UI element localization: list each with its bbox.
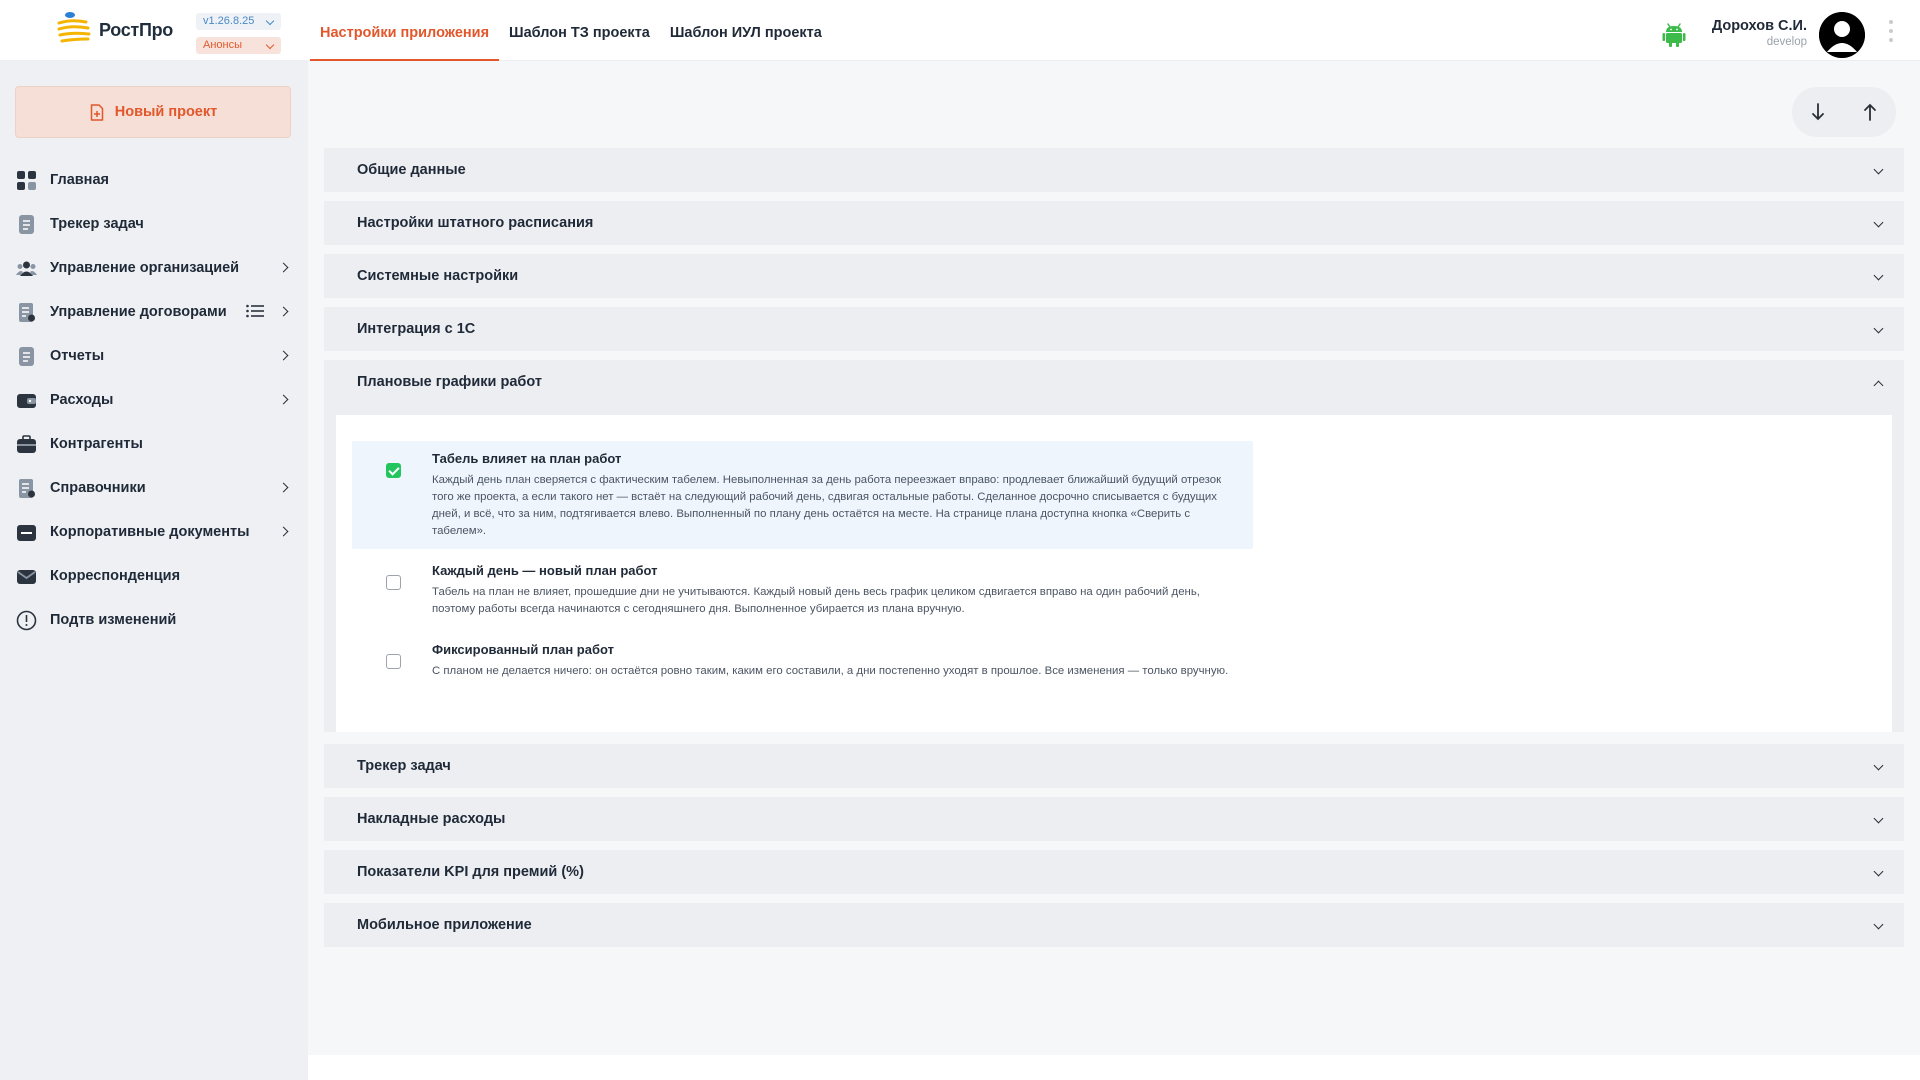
- section-work-schedules-header[interactable]: [324, 360, 1904, 404]
- chevron-down-icon: [1874, 867, 1884, 877]
- logo-text: РостПро: [99, 20, 173, 40]
- settings-accordion: [324, 148, 1904, 956]
- chevron-up-icon: [1874, 381, 1884, 391]
- section-title: Настройки штатного расписания: [357, 215, 594, 231]
- chevron-right-icon: [279, 395, 289, 405]
- arrow-up-icon: [1862, 102, 1878, 122]
- section-kpi-bonuses[interactable]: [324, 850, 1904, 894]
- sidebar-item-task-tracker[interactable]: [0, 202, 308, 246]
- sidebar-item-corporate-docs[interactable]: [0, 510, 308, 554]
- section-title: Плановые графики работ: [357, 374, 542, 390]
- section-title: Общие данные: [357, 162, 466, 178]
- section-title: Трекер задач: [357, 758, 451, 774]
- sidebar-item-label: Трекер задач: [50, 216, 144, 232]
- chevron-down-icon: [1874, 271, 1884, 281]
- section-overhead-costs[interactable]: [324, 797, 1904, 841]
- option-description: Каждый день план сверяется с фактическим табелем. Невыполненная за день работа переезжает вправо: продлевает ближайший будущий отрезок того же проекта, а если такого нет — встаёт на следующий рабочий день, сдвигая остальные работы. Сделанное досрочно списывается с будущих дней, и всё, что за ним, подтягивается влево. Выполненный по плану день остаётся на месте. На странице плана доступна кнопка «Сверить с табелем».: [432, 474, 1222, 537]
- chevron-down-icon: [266, 17, 274, 25]
- arrow-down-icon: [1810, 102, 1826, 122]
- option-timesheet-affects-plan[interactable]: [352, 441, 1253, 549]
- sidebar-item-reports[interactable]: [0, 334, 308, 378]
- chevron-down-icon: [1874, 324, 1884, 334]
- sidebar-item-expenses[interactable]: [0, 378, 308, 422]
- chevron-right-icon: [279, 263, 289, 273]
- sidebar-item-correspondence[interactable]: [0, 554, 308, 598]
- new-project-button[interactable]: [15, 86, 291, 138]
- sidebar-menu: [0, 158, 308, 642]
- chevron-right-icon: [279, 527, 289, 537]
- tab-app-settings[interactable]: Настройки приложения: [310, 0, 499, 61]
- section-system-settings[interactable]: [324, 254, 1904, 298]
- section-general-data[interactable]: [324, 148, 1904, 192]
- sidebar-item-label: Расходы: [50, 392, 114, 408]
- main-content: [308, 61, 1920, 1055]
- sidebar-item-label: Отчеты: [50, 348, 105, 364]
- briefcase-icon: [16, 434, 37, 455]
- section-title: Показатели KPI для премий (%): [357, 864, 584, 880]
- alert-circle-icon: [16, 610, 37, 631]
- contracts-icon: [16, 302, 37, 323]
- sidebar-item-contracts[interactable]: [0, 290, 308, 334]
- sidebar-item-label: Корреспонденция: [50, 568, 181, 584]
- tab-iul-template[interactable]: Шаблон ИУЛ проекта: [669, 25, 822, 41]
- option-title: Каждый день — новый план работ: [432, 563, 658, 578]
- chevron-down-icon: [1874, 218, 1884, 228]
- user-name: Дорохов С.И.: [1711, 18, 1807, 34]
- sidebar-item-label: Справочники: [50, 480, 146, 496]
- sidebar-item-label: Подтв изменений: [50, 612, 177, 628]
- chevron-down-icon: [1874, 920, 1884, 930]
- option-title: Фиксированный план работ: [432, 642, 614, 657]
- chevron-down-icon: [266, 41, 274, 49]
- sort-down-button[interactable]: [1792, 87, 1844, 137]
- version-label: v1.26.8.25: [203, 15, 255, 27]
- option-description: С планом не делается ничего: он остаётся ровно таким, каким его составили, а дни постепенно уходят в прошлое. Все изменения — только вручную.: [432, 665, 1229, 677]
- file-plus-icon: [89, 104, 105, 121]
- avatar[interactable]: [1819, 12, 1865, 58]
- sidebar-item-label: Управление организацией: [50, 260, 240, 276]
- checkbox[interactable]: [386, 463, 401, 478]
- section-staffing-settings[interactable]: [324, 201, 1904, 245]
- sidebar-item-label: Главная: [50, 172, 109, 188]
- sidebar-item-organization[interactable]: [0, 246, 308, 290]
- android-icon[interactable]: [1662, 22, 1686, 48]
- section-mobile-app[interactable]: [324, 903, 1904, 947]
- sort-buttons: [1792, 87, 1896, 137]
- option-description: Табель на план не влияет, прошедшие дни не учитываются. Каждый новый день весь график целиком сдвигается вправо на один рабочий день, поэтому работы всегда начинаются с сегодняшнего дня. Выполненное убирается из плана вручную.: [432, 586, 1200, 615]
- section-title: Системные настройки: [357, 268, 519, 284]
- chevron-down-icon: [1874, 165, 1884, 175]
- task-tracker-icon: [16, 214, 37, 235]
- chevron-down-icon: [1874, 761, 1884, 771]
- option-fixed-plan[interactable]: [352, 632, 1253, 706]
- checkbox[interactable]: [386, 654, 401, 669]
- section-task-tracker[interactable]: [324, 744, 1904, 788]
- user-role: develop: [1766, 36, 1807, 48]
- sidebar-item-home[interactable]: [0, 158, 308, 202]
- sort-up-button[interactable]: [1844, 87, 1896, 137]
- top-bar: [0, 0, 1920, 61]
- wallet-icon: [16, 390, 37, 411]
- section-title: Накладные расходы: [357, 811, 506, 827]
- dashboard-icon: [16, 170, 37, 191]
- tab-tz-template[interactable]: Шаблон ТЗ проекта: [509, 25, 650, 41]
- work-schedule-options: [336, 415, 1892, 732]
- list-icon[interactable]: [246, 304, 264, 318]
- section-title: Мобильное приложение: [357, 917, 532, 933]
- sidebar-item-label: Контрагенты: [50, 436, 143, 452]
- sidebar-item-confirm-changes[interactable]: [0, 598, 308, 642]
- mail-icon: [16, 566, 37, 587]
- sidebar: [0, 61, 308, 1080]
- chevron-right-icon: [279, 351, 289, 361]
- corporate-docs-icon: [16, 522, 37, 543]
- announcements-dropdown[interactable]: [196, 37, 281, 54]
- sidebar-item-counterparties[interactable]: [0, 422, 308, 466]
- checkbox[interactable]: [386, 575, 401, 590]
- organization-icon: [16, 258, 37, 279]
- section-1c-integration[interactable]: [324, 307, 1904, 351]
- reports-icon: [16, 346, 37, 367]
- chevron-right-icon: [279, 307, 289, 317]
- new-project-label: Новый проект: [114, 104, 218, 120]
- chevron-down-icon: [1874, 814, 1884, 824]
- sidebar-item-label: Управление договорами: [50, 304, 227, 320]
- top-navigation: [310, 0, 832, 61]
- option-title: Табель влияет на план работ: [432, 451, 622, 466]
- sidebar-item-references[interactable]: [0, 466, 308, 510]
- option-daily-new-plan[interactable]: [352, 553, 1253, 627]
- section-title: Интеграция с 1С: [357, 321, 476, 337]
- more-options-icon[interactable]: [1888, 20, 1894, 46]
- section-work-schedules: [324, 360, 1904, 732]
- version-dropdown[interactable]: [196, 13, 281, 30]
- chevron-right-icon: [279, 483, 289, 493]
- sidebar-item-label: Корпоративные документы: [50, 524, 250, 540]
- reference-icon: [16, 478, 37, 499]
- announcements-label: Анонсы: [203, 39, 243, 51]
